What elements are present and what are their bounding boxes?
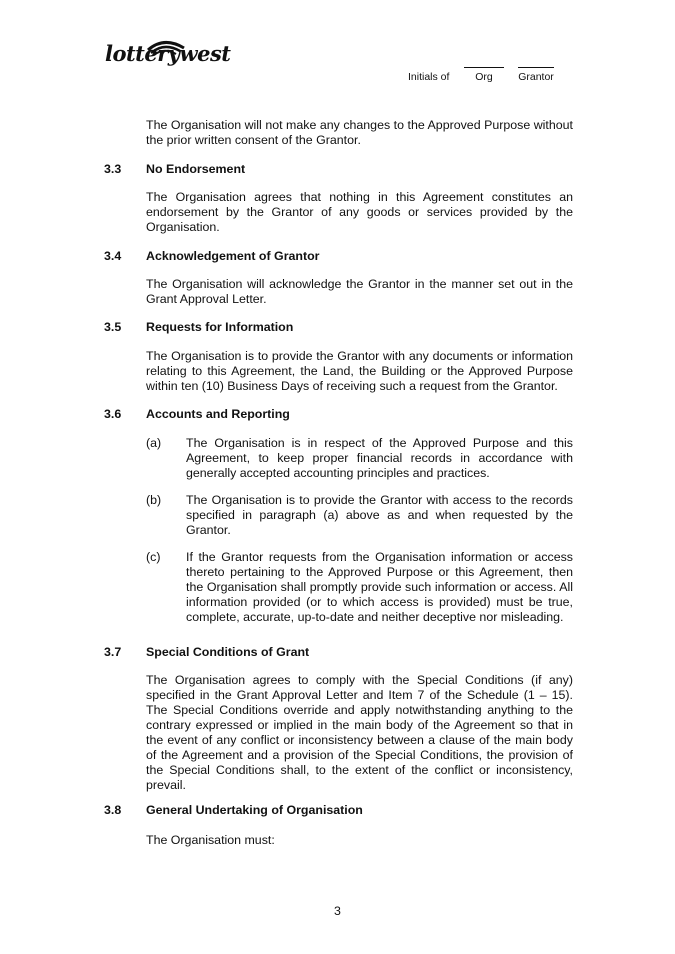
section-heading-3-3 <box>104 162 245 177</box>
section-number: 3.8 <box>104 803 122 817</box>
item-text: The Organisation is to provide the Grantor with access to the records specified in paragraph (a) above as and when requested by the Grantor. <box>186 493 573 537</box>
item-label: (a) <box>146 436 162 450</box>
section-heading-3-8 <box>104 803 363 818</box>
section-number: 3.5 <box>104 320 122 334</box>
item-text: The Organisation is in respect of the Approved Purpose and this Agreement, to keep proper financial records in accordance with generally accepted accounting principles and practices. <box>186 436 573 480</box>
section-3-7-paragraph: The Organisation agrees to comply with the Special Conditions (if any) specified in the Grant Approval Letter and Item 7 of the Schedule (1 – 15). The Special Conditions override and apply notwithstanding anything to the contrary expressed or implied in the main body of the Agreement so that in the event of any conflict or inconsistency between a clause of the main body of the Agreement and a provision of the Special Conditions, the provision of the Special Conditions shall, to the extent of the conflict or inconsistency, prevail. <box>146 673 573 792</box>
logo-wordmark: lotterywest <box>105 41 231 66</box>
section-3-3-paragraph: The Organisation agrees that nothing in this Agreement constitutes an endorsement by the Grantor of any goods or services provided by the Organisation. <box>146 190 573 234</box>
page-number: 3 <box>334 904 341 918</box>
section-title: No Endorsement <box>146 162 246 176</box>
section-number: 3.4 <box>104 249 122 263</box>
section-heading-3-7 <box>104 645 309 660</box>
section-heading-3-6 <box>104 407 290 422</box>
section-title: Acknowledgement of Grantor <box>146 249 320 263</box>
item-text: If the Grantor requests from the Organisation information or access thereto pertaining to the Approved Purpose or this Agreement, then the Organisation shall promptly provide such information or access. All information provided (or to which access is provided) must be true, complete, accurate, up-to-date and neither deceptive nor misleading. <box>186 550 573 624</box>
initials-label: Initials of <box>408 71 450 83</box>
org-initials-field: Org <box>464 67 504 85</box>
item-label: (b) <box>146 493 162 507</box>
item-label: (c) <box>146 550 161 564</box>
section-title: Special Conditions of Grant <box>146 645 310 659</box>
section-heading-3-4 <box>104 249 320 264</box>
section-number: 3.3 <box>104 162 122 176</box>
intro-paragraph: The Organisation will not make any changes to the Approved Purpose without the prior written consent of the Grantor. <box>146 118 573 147</box>
grantor-initials-field: Grantor <box>518 67 554 85</box>
section-heading-3-5 <box>104 320 293 335</box>
section-number: 3.7 <box>104 645 122 659</box>
section-3-4-paragraph: The Organisation will acknowledge the Grantor in the manner set out in the Grant Approval Letter. <box>146 277 573 306</box>
section-number: 3.6 <box>104 407 122 421</box>
section-3-5-paragraph: The Organisation is to provide the Grantor with any documents or information relating to this Agreement, the Land, the Building or the Approved Purpose within ten (10) Business Days of receiving such a request from the Grantor. <box>146 349 573 393</box>
lotterywest-logo <box>104 36 231 76</box>
section-title: General Undertaking of Organisation <box>146 803 363 817</box>
section-title: Requests for Information <box>146 320 294 334</box>
section-title: Accounts and Reporting <box>146 407 290 421</box>
section-3-8-paragraph: The Organisation must: <box>146 833 275 847</box>
